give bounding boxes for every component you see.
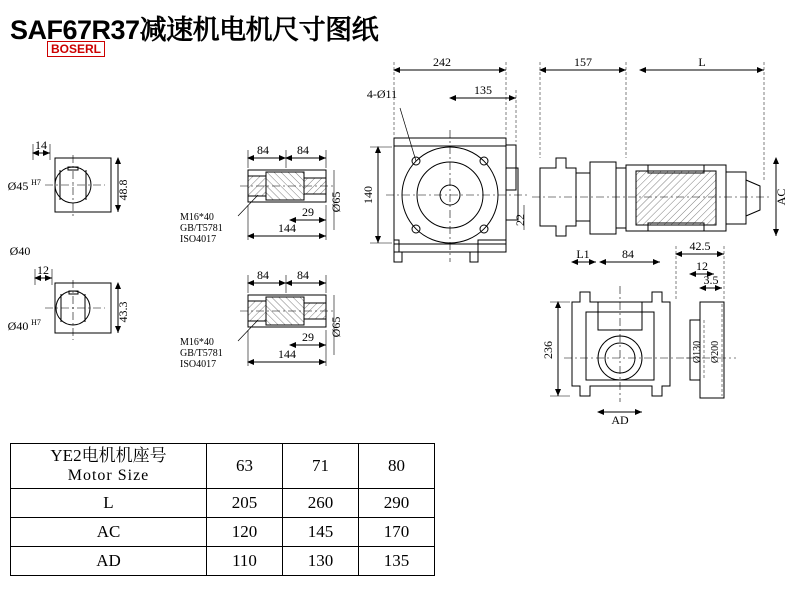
row-AD-value-2: 135 [359, 547, 435, 576]
table-header-row [11, 444, 435, 489]
table-header-size-0: 63 [207, 444, 283, 489]
motor-side-view [532, 62, 776, 236]
row-AC-value-2: 170 [359, 518, 435, 547]
dim-42-5: 42.5 [689, 239, 711, 253]
dim-3-5: 3.5 [703, 273, 719, 287]
row-label-L: L [11, 489, 207, 518]
dim-84-right: 84 [622, 247, 634, 261]
spec-table [10, 443, 435, 576]
table-header-size-1: 71 [283, 444, 359, 489]
dim-O200: Ø200 [710, 340, 721, 364]
dim-157: 157 [574, 55, 592, 69]
shaft-view-top [33, 144, 118, 218]
dim-L1: L1 [576, 247, 590, 261]
dim-144-b: 144 [278, 347, 296, 361]
gearbox-end-view [550, 246, 736, 412]
dim-O45-tol: H7 [31, 178, 41, 187]
dim-O40-a: Ø40 [9, 244, 31, 258]
dim-O40-b: Ø40 [7, 319, 29, 333]
label-ISO-bottom: ISO4017 [180, 359, 217, 370]
dim-O130: Ø130 [692, 340, 703, 364]
row-AD-value-1: 130 [283, 547, 359, 576]
dim-43-3: 43.3 [116, 301, 130, 323]
table-header-label [11, 444, 207, 489]
dim-O45: Ø45 [7, 179, 29, 193]
row-AD-value-0: 110 [207, 547, 283, 576]
dim-14: 14 [35, 138, 47, 152]
dim-84-b2: 84 [297, 268, 309, 282]
table-header-label-cn: YE2电机机座号 [50, 446, 167, 465]
row-L-value-1: 260 [283, 489, 359, 518]
label-GB-top: GB/T5781 [180, 223, 223, 234]
dim-242: 242 [433, 55, 451, 69]
dimension-labels [8, 55, 788, 427]
dim-135: 135 [474, 83, 492, 97]
table-header-size-2: 80 [359, 444, 435, 489]
dim-AC: AC [774, 188, 788, 206]
dim-4xO11: 4-Ø11 [366, 87, 398, 101]
dim-236: 236 [541, 341, 555, 359]
dim-12-left: 12 [37, 263, 49, 277]
table-row [11, 489, 435, 518]
dim-O40-tol: H7 [31, 318, 41, 327]
dim-84-b1: 84 [257, 268, 269, 282]
dim-22: 22 [513, 214, 527, 226]
row-AC-value-1: 145 [283, 518, 359, 547]
row-L-value-0: 205 [207, 489, 283, 518]
label-M16-bottom: M16*40 [180, 337, 214, 348]
dim-48-8: 48.8 [116, 179, 130, 201]
brand-logo: BOSERL [47, 41, 105, 57]
dim-O65-b: Ø65 [329, 316, 343, 338]
page-title: SAF67R37减速机电机尺寸图纸 [10, 15, 379, 45]
dim-84-t1: 84 [257, 143, 269, 157]
row-label-AC: AC [11, 518, 207, 547]
table-row [11, 547, 435, 576]
dim-AD: AD [611, 413, 629, 427]
row-AC-value-0: 120 [207, 518, 283, 547]
dim-84-t2: 84 [297, 143, 309, 157]
label-M16-top: M16*40 [180, 212, 214, 223]
dim-O65-t: Ø65 [329, 191, 343, 213]
technical-drawing [0, 40, 800, 440]
dim-12-right: 12 [696, 259, 708, 273]
table-row [11, 518, 435, 547]
row-label-AD: AD [11, 547, 207, 576]
label-GB-bottom: GB/T5781 [180, 348, 223, 359]
dim-144-t: 144 [278, 221, 296, 235]
dim-29-t: 29 [302, 205, 314, 219]
shaft-view-bottom [35, 269, 118, 340]
row-L-value-2: 290 [359, 489, 435, 518]
dim-L: L [698, 55, 706, 69]
dim-29-b: 29 [302, 330, 314, 344]
dim-140: 140 [361, 186, 375, 204]
label-ISO-top: ISO4017 [180, 234, 217, 245]
table-header-label-en: Motor Size [67, 467, 150, 484]
